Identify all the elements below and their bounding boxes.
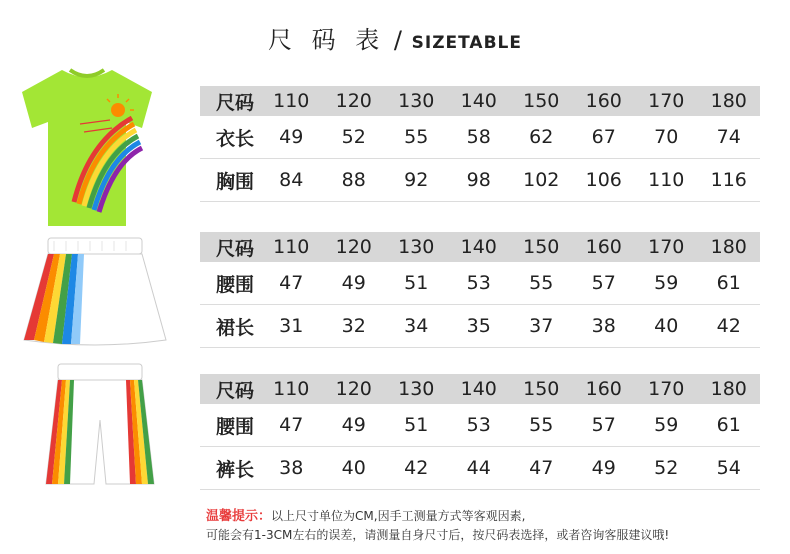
size-cell: 140: [460, 90, 497, 112]
page-title: [0, 20, 790, 55]
table-header-row: [200, 232, 760, 262]
row-label: 胸围: [216, 170, 255, 193]
value-cell: 52: [654, 457, 679, 479]
value-cell: 49: [341, 414, 366, 436]
value-cell: 92: [404, 169, 429, 191]
value-cell: 49: [341, 272, 366, 294]
size-cell: 180: [710, 90, 747, 112]
table-row: [200, 305, 760, 348]
size-cell: 130: [398, 90, 435, 112]
row-label: 衣长: [216, 127, 255, 150]
size-cell: 180: [710, 378, 747, 400]
table-row: [200, 159, 760, 202]
skirt-image: [20, 236, 170, 348]
size-cell: 160: [585, 236, 622, 258]
shorts-image: [40, 362, 160, 488]
size-cell: 110: [273, 236, 310, 258]
value-cell: 47: [529, 457, 554, 479]
size-cell: 130: [398, 378, 435, 400]
value-cell: 59: [654, 414, 679, 436]
value-cell: 47: [279, 414, 304, 436]
size-cell: 150: [523, 90, 560, 112]
value-cell: 84: [279, 169, 304, 191]
note-text-2: 可能会有1-3CM左右的误差，请测量自身尺寸后，按尺码表选择，或者咨询客服建议哦!: [206, 528, 670, 542]
value-cell: 55: [404, 126, 429, 148]
value-cell: 49: [279, 126, 304, 148]
value-cell: 53: [466, 272, 491, 294]
value-cell: 54: [716, 457, 741, 479]
size-cell: 150: [523, 378, 560, 400]
value-cell: 62: [529, 126, 554, 148]
size-cell: 170: [648, 236, 685, 258]
value-cell: 59: [654, 272, 679, 294]
value-cell: 31: [279, 315, 304, 337]
value-cell: 88: [341, 169, 366, 191]
size-cell: 150: [523, 236, 560, 258]
value-cell: 110: [648, 169, 685, 191]
note-label: 温馨提示：: [206, 509, 272, 524]
value-cell: 42: [404, 457, 429, 479]
value-cell: 34: [404, 315, 429, 337]
value-cell: 55: [529, 272, 554, 294]
size-cell: 120: [335, 90, 372, 112]
value-cell: 57: [591, 272, 616, 294]
value-cell: 61: [716, 414, 741, 436]
table-row: [200, 404, 760, 447]
table-row: [200, 262, 760, 305]
title-cn: 尺 码 表: [268, 26, 386, 54]
table-row: [200, 447, 760, 490]
note-line-1: [206, 505, 525, 524]
row-label: 腰围: [216, 415, 255, 438]
value-cell: 40: [654, 315, 679, 337]
value-cell: 51: [404, 272, 429, 294]
size-cell: 120: [335, 236, 372, 258]
shorts-size-table: [200, 374, 760, 490]
value-cell: 61: [716, 272, 741, 294]
size-cell: 110: [273, 378, 310, 400]
value-cell: 53: [466, 414, 491, 436]
value-cell: 98: [466, 169, 491, 191]
row-label: 裤长: [216, 458, 255, 481]
size-cell: 130: [398, 236, 435, 258]
size-cell: 170: [648, 90, 685, 112]
value-cell: 70: [654, 126, 679, 148]
size-cell: 140: [460, 236, 497, 258]
size-cell: 140: [460, 378, 497, 400]
title-en: SIZETABLE: [411, 33, 522, 53]
value-cell: 32: [341, 315, 366, 337]
title-separator: /: [385, 26, 412, 54]
value-cell: 116: [710, 169, 747, 191]
note-line-2: [206, 526, 669, 543]
value-cell: 37: [529, 315, 554, 337]
value-cell: 102: [523, 169, 560, 191]
value-cell: 57: [591, 414, 616, 436]
row-label: 裙长: [216, 316, 255, 339]
value-cell: 40: [341, 457, 366, 479]
note-text-1: 以上尺寸单位为CM,因手工测量方式等客观因素,: [271, 509, 526, 523]
value-cell: 38: [279, 457, 304, 479]
size-cell: 160: [585, 378, 622, 400]
table-header-row: [200, 86, 760, 116]
size-cell: 180: [710, 236, 747, 258]
value-cell: 58: [466, 126, 491, 148]
tshirt-size-table: [200, 86, 760, 202]
size-cell: 120: [335, 378, 372, 400]
value-cell: 74: [716, 126, 741, 148]
value-cell: 55: [529, 414, 554, 436]
value-cell: 51: [404, 414, 429, 436]
size-cell: 110: [273, 90, 310, 112]
header-label: 尺码: [216, 91, 255, 114]
value-cell: 44: [466, 457, 491, 479]
value-cell: 38: [591, 315, 616, 337]
size-cell: 170: [648, 378, 685, 400]
table-header-row: [200, 374, 760, 404]
row-label: 腰围: [216, 273, 255, 296]
value-cell: 106: [585, 169, 622, 191]
size-cell: 160: [585, 90, 622, 112]
value-cell: 42: [716, 315, 741, 337]
value-cell: 52: [341, 126, 366, 148]
header-label: 尺码: [216, 379, 255, 402]
value-cell: 35: [466, 315, 491, 337]
skirt-size-table: [200, 232, 760, 348]
tshirt-image: [14, 62, 160, 230]
value-cell: 67: [591, 126, 616, 148]
table-row: [200, 116, 760, 159]
value-cell: 49: [591, 457, 616, 479]
header-label: 尺码: [216, 237, 255, 260]
value-cell: 47: [279, 272, 304, 294]
